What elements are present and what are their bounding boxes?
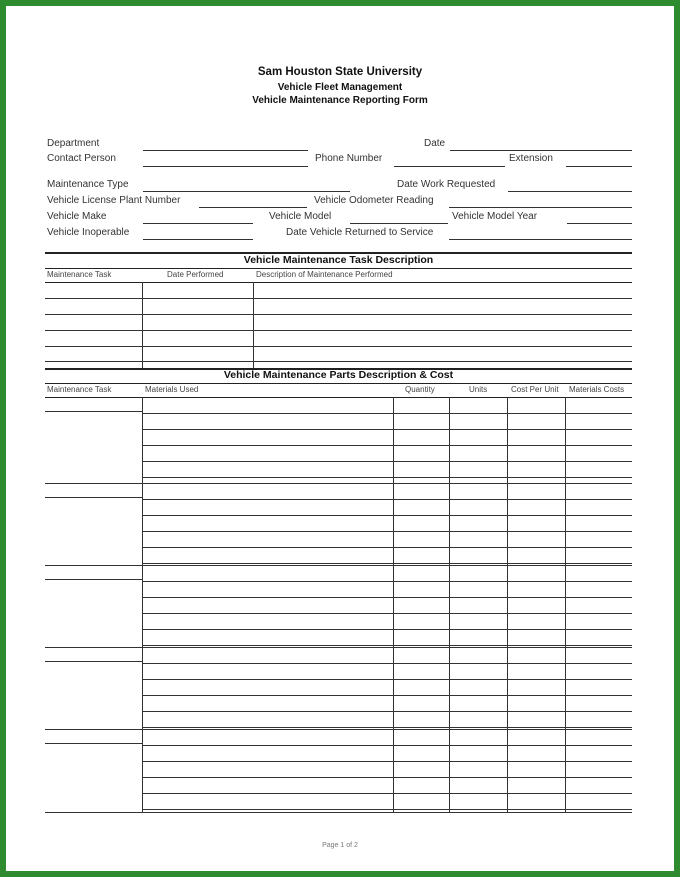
phone-number-field[interactable] [394,166,505,167]
date-field[interactable] [450,150,632,151]
license-plate-label: Vehicle License Plant Number [47,195,181,206]
parts-row-line [142,679,632,680]
parts-section-title-rule [45,383,632,384]
parts-bottom-rule [45,812,632,813]
task-row-line [45,346,632,347]
task-col-divider [253,282,254,368]
parts-row-line [142,477,632,478]
parts-col-cost-per-unit: Cost Per Unit [511,385,559,394]
parts-header-rule [45,397,632,398]
vehicle-model-year-label: Vehicle Model Year [452,211,538,222]
parts-row-line [142,745,632,746]
parts-row-line [142,727,632,728]
vehicle-make-field[interactable] [143,223,253,224]
parts-row-line [142,793,632,794]
department-label: Department [47,138,100,149]
parts-task-line [45,497,142,498]
task-col-maintenance-task: Maintenance Task [47,270,112,279]
task-row-line [45,361,632,362]
department-field[interactable] [143,150,308,151]
parts-row-line [142,629,632,630]
vehicle-model-year-field[interactable] [567,223,632,224]
task-col-divider [142,282,143,368]
vehicle-inoperable-field[interactable] [143,239,253,240]
date-label: Date [424,138,446,149]
parts-col-divider [393,397,394,812]
parts-row-line [142,761,632,762]
task-col-description: Description of Maintenance Performed [256,270,393,279]
parts-col-divider [142,397,143,812]
date-work-requested-label: Date Work Requested [397,179,496,190]
parts-col-divider [507,397,508,812]
phone-number-label: Phone Number [315,153,383,164]
parts-group-rule [45,565,632,566]
odometer-label: Vehicle Odometer Reading [314,195,434,206]
parts-row-line [142,499,632,500]
department-title: Vehicle Fleet Management [277,82,403,93]
extension-field[interactable] [566,166,632,167]
parts-row-line [142,445,632,446]
contact-person-label: Contact Person [47,153,116,164]
parts-row-line [142,531,632,532]
parts-row-line [142,581,632,582]
task-row-line [45,298,632,299]
parts-task-line [45,411,142,412]
vehicle-model-label: Vehicle Model [269,211,332,222]
parts-col-maintenance-task: Maintenance Task [47,385,112,394]
parts-row-line [142,645,632,646]
vehicle-model-field[interactable] [350,223,448,224]
contact-person-field[interactable] [143,166,308,167]
vehicle-inoperable-label: Vehicle Inoperable [47,227,130,238]
parts-row-line [142,663,632,664]
parts-col-divider [565,397,566,812]
parts-section-title: Vehicle Maintenance Parts Description & Cost [223,369,454,381]
extension-label: Extension [509,153,553,164]
task-col-date-performed: Date Performed [167,270,224,279]
parts-row-line [142,515,632,516]
parts-row-line [142,563,632,564]
parts-task-line [45,579,142,580]
license-plate-field[interactable] [199,207,307,208]
parts-group-rule [45,483,632,484]
parts-row-line [142,597,632,598]
maintenance-type-label: Maintenance Type [47,179,129,190]
parts-row-line [142,613,632,614]
parts-row-line [142,429,632,430]
university-title: Sam Houston State University [257,66,423,78]
maintenance-type-field[interactable] [143,191,350,192]
parts-group-rule [45,729,632,730]
parts-row-line [142,547,632,548]
parts-row-line [142,809,632,810]
task-row-line [45,314,632,315]
task-section-title-rule [45,268,632,269]
parts-group-rule [45,647,632,648]
parts-row-line [142,777,632,778]
parts-col-units: Units [469,385,488,394]
parts-task-line [45,743,142,744]
page-number: Page 1 of 2 [322,842,358,849]
date-returned-label: Date Vehicle Returned to Service [286,227,434,238]
date-returned-field[interactable] [449,239,632,240]
vehicle-make-label: Vehicle Make [47,211,107,222]
parts-task-line [45,661,142,662]
parts-col-quantity: Quantity [405,385,435,394]
parts-col-divider [449,397,450,812]
task-section-title: Vehicle Maintenance Task Description [243,254,434,266]
parts-row-line [142,711,632,712]
date-work-requested-field[interactable] [508,191,632,192]
parts-col-materials-used: Materials Used [145,385,199,394]
task-row-line [45,330,632,331]
parts-col-materials-costs: Materials Costs [569,385,625,394]
parts-row-line [142,461,632,462]
parts-row-line [142,413,632,414]
form-title: Vehicle Maintenance Reporting Form [252,95,428,106]
parts-row-line [142,695,632,696]
odometer-field[interactable] [449,207,632,208]
task-header-rule [45,282,632,283]
